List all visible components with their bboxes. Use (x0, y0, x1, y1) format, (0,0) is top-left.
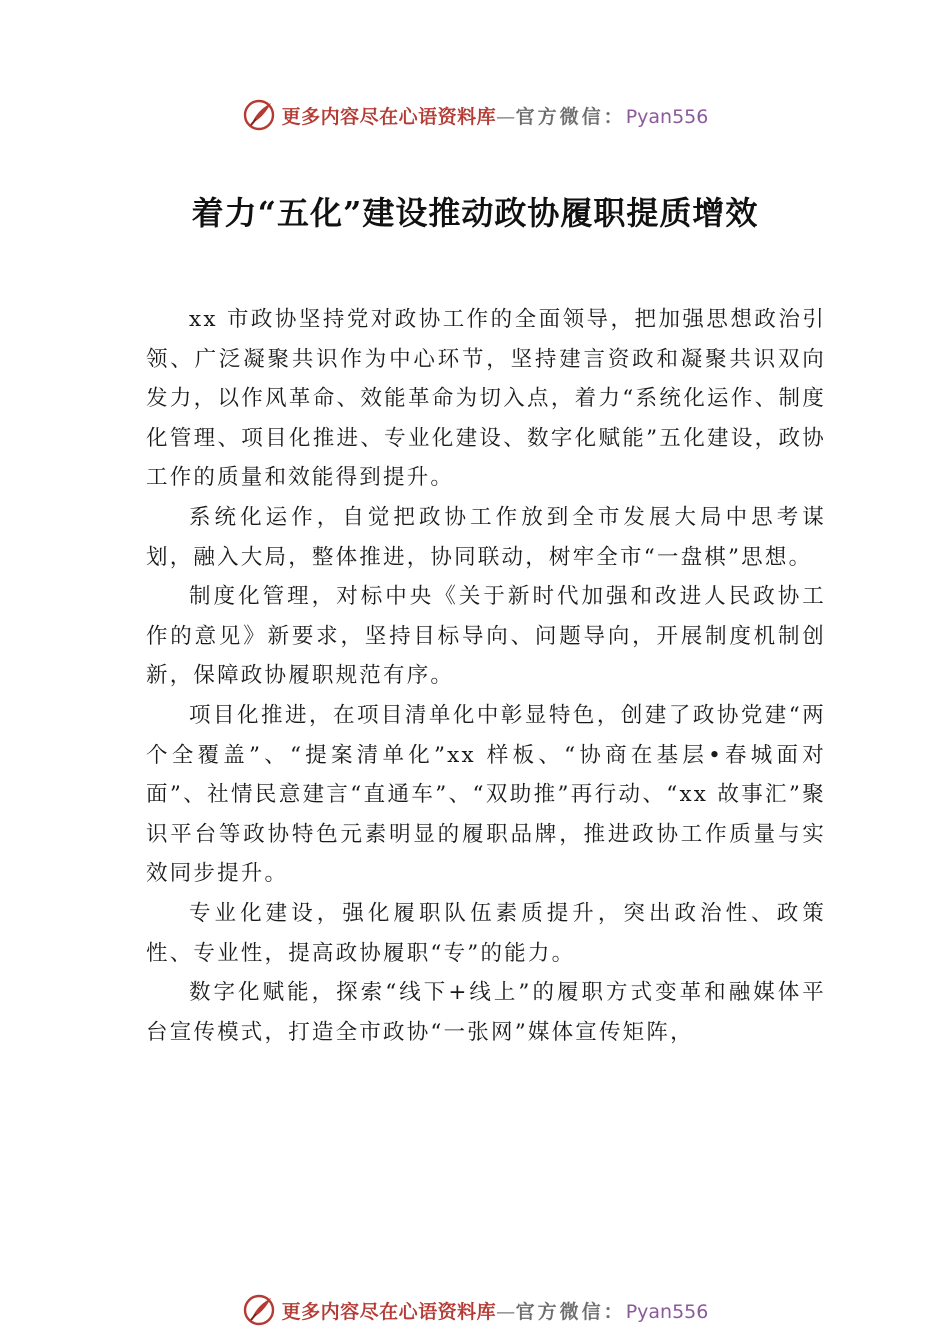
paragraph-systematization: 系统化运作，自觉把政协工作放到全市发展大局中思考谋划，融入大局，整体推进，协同联动，树牢全市“一盘棋”思想。 (146, 504, 826, 570)
watermark-prefix: 更多内容尽在心语资料库 (281, 105, 497, 128)
watermark-prefix: 更多内容尽在心语资料库 (281, 1300, 497, 1323)
paragraph-intro: xx 市政协坚持党对政协工作的全面领导，把加强思想政治引领、广泛凝聚共识作为中心环节，坚持建言资政和凝聚共识双向发力，以作风革命、效能革命为切入点，着力“系统化运作、制度化管理、项目化推进、专业化建设、数字化赋能”五化建设，政协工作的质量和效能得到提升。 (146, 307, 826, 491)
watermark-text (282, 1297, 709, 1324)
paragraph-project-based: 项目化推进，在项目清单化中彰显特色，创建了政协党建“两个全覆盖”、“提案清单化”xx 样板、“协商在基层•春城面对面”、社情民意建言“直通车”、“双助推”再行动、“xx 故事汇”聚识平台等政协特色元素明显的履职品牌，推进政协工作质量与实效同步提升。 (146, 702, 826, 887)
quill-logo-icon (242, 1293, 276, 1327)
watermark-wechat-id: Pyan556 (625, 105, 709, 128)
watermark-dash: — (496, 105, 516, 128)
watermark-dash: — (496, 1300, 516, 1323)
paragraph-digital-empowerment: 数字化赋能，探索“线下+线上”的履职方式变革和融媒体平台宣传模式，打造全市政协“一张网”媒体宣传矩阵， (146, 980, 826, 1045)
document-body (146, 300, 826, 1052)
watermark-brand: 官方微信： (515, 105, 626, 128)
header-watermark (0, 95, 950, 135)
paragraph-professionalization: 专业化建设，强化履职队伍素质提升，突出政治性、政策性、专业性，提高政协履职“专”的能力。 (146, 900, 826, 966)
document-title: 着力“五化”建设推动政协履职提质增效 (191, 194, 759, 232)
watermark-brand: 官方微信： (515, 1300, 626, 1323)
footer-watermark (0, 1290, 950, 1330)
watermark-text (282, 102, 709, 129)
quill-logo-icon (242, 98, 276, 132)
paragraph-institutionalization: 制度化管理，对标中央《关于新时代加强和改进人民政协工作的意见》新要求，坚持目标导向、问题导向，开展制度机制创新，保障政协履职规范有序。 (146, 584, 826, 689)
watermark-wechat-id: Pyan556 (625, 1300, 709, 1323)
